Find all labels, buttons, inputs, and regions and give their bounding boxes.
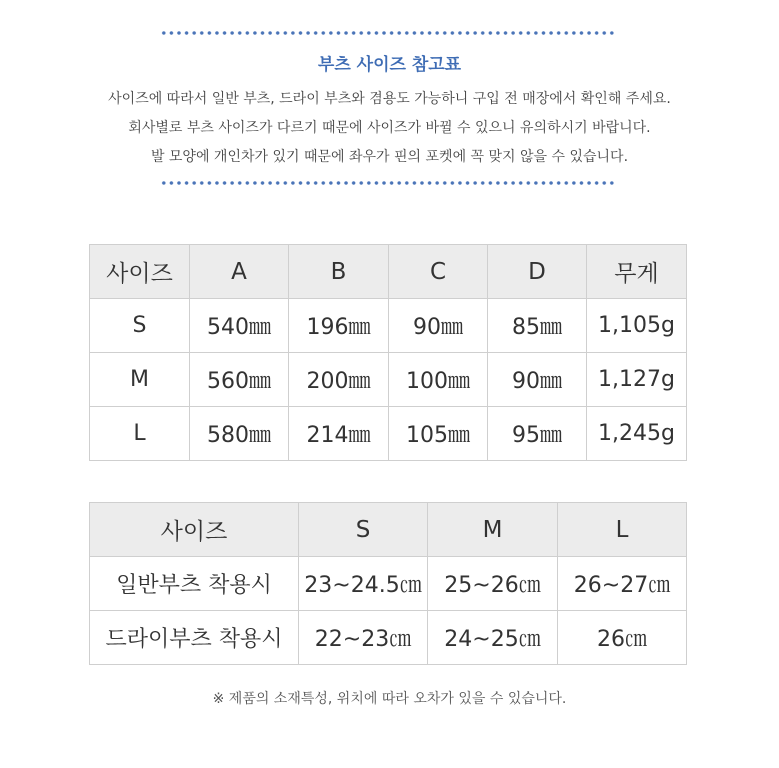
table-cell: 105㎜ — [389, 407, 488, 461]
table-cell: 85㎜ — [488, 299, 587, 353]
dimension-table — [89, 244, 687, 461]
table-cell: 540㎜ — [190, 299, 289, 353]
top-dotted-divider — [160, 31, 616, 35]
table-cell: 214㎜ — [289, 407, 389, 461]
header-cell: D — [488, 245, 587, 299]
table-header-row — [90, 503, 687, 557]
table-row — [90, 407, 687, 461]
header-cell: M — [428, 503, 558, 557]
table-cell: 580㎜ — [190, 407, 289, 461]
table-header-row — [90, 245, 687, 299]
header-cell: B — [289, 245, 389, 299]
table-cell: 95㎜ — [488, 407, 587, 461]
table-row — [90, 611, 687, 665]
page-title: 부츠 사이즈 참고표 — [317, 55, 462, 75]
table-cell: 22~23㎝ — [299, 611, 428, 665]
table-row — [90, 299, 687, 353]
table-cell: 1,105g — [587, 299, 687, 353]
table-cell: 1,127g — [587, 353, 687, 407]
header-cell: L — [558, 503, 687, 557]
table-cell: 드라이부츠 착용시 — [90, 611, 299, 665]
header-cell: 사이즈 — [90, 245, 190, 299]
table-cell: 100㎜ — [389, 353, 488, 407]
table-cell: M — [90, 353, 190, 407]
table-row — [90, 557, 687, 611]
note-line-3: 발 모양에 개인차가 있기 때문에 좌우가 핀의 포켓에 꼭 맞지 않을 수 있습니다. — [150, 149, 629, 165]
table-cell: 1,245g — [587, 407, 687, 461]
table-cell: 196㎜ — [289, 299, 389, 353]
table-cell: L — [90, 407, 190, 461]
table-cell: 90㎜ — [488, 353, 587, 407]
note-line-2: 회사별로 부츠 사이즈가 다르기 때문에 사이즈가 바뀔 수 있으니 유의하시기 바랍니다. — [128, 120, 651, 136]
header-cell: 사이즈 — [90, 503, 299, 557]
fit-table — [89, 502, 687, 665]
bottom-dotted-divider — [160, 181, 616, 185]
note-line-1: 사이즈에 따라서 일반 부츠, 드라이 부츠와 겸용도 가능하니 구입 전 매장에서 확인해 주세요. — [108, 91, 671, 107]
table-cell: 560㎜ — [190, 353, 289, 407]
header-cell: S — [299, 503, 428, 557]
table-cell: 25~26㎝ — [428, 557, 558, 611]
table-cell: 26~27㎝ — [558, 557, 687, 611]
table-cell: 일반부츠 착용시 — [90, 557, 299, 611]
table-cell: 26㎝ — [558, 611, 687, 665]
table-row — [90, 353, 687, 407]
table-cell: 23~24.5㎝ — [299, 557, 428, 611]
table-cell: 200㎜ — [289, 353, 389, 407]
header-cell: 무게 — [587, 245, 687, 299]
table-cell: S — [90, 299, 190, 353]
header-cell: A — [190, 245, 289, 299]
footer-note: ※ 제품의 소재특성, 위치에 따라 오차가 있을 수 있습니다. — [212, 691, 567, 707]
header-cell: C — [389, 245, 488, 299]
table-cell: 24~25㎝ — [428, 611, 558, 665]
table-cell: 90㎜ — [389, 299, 488, 353]
